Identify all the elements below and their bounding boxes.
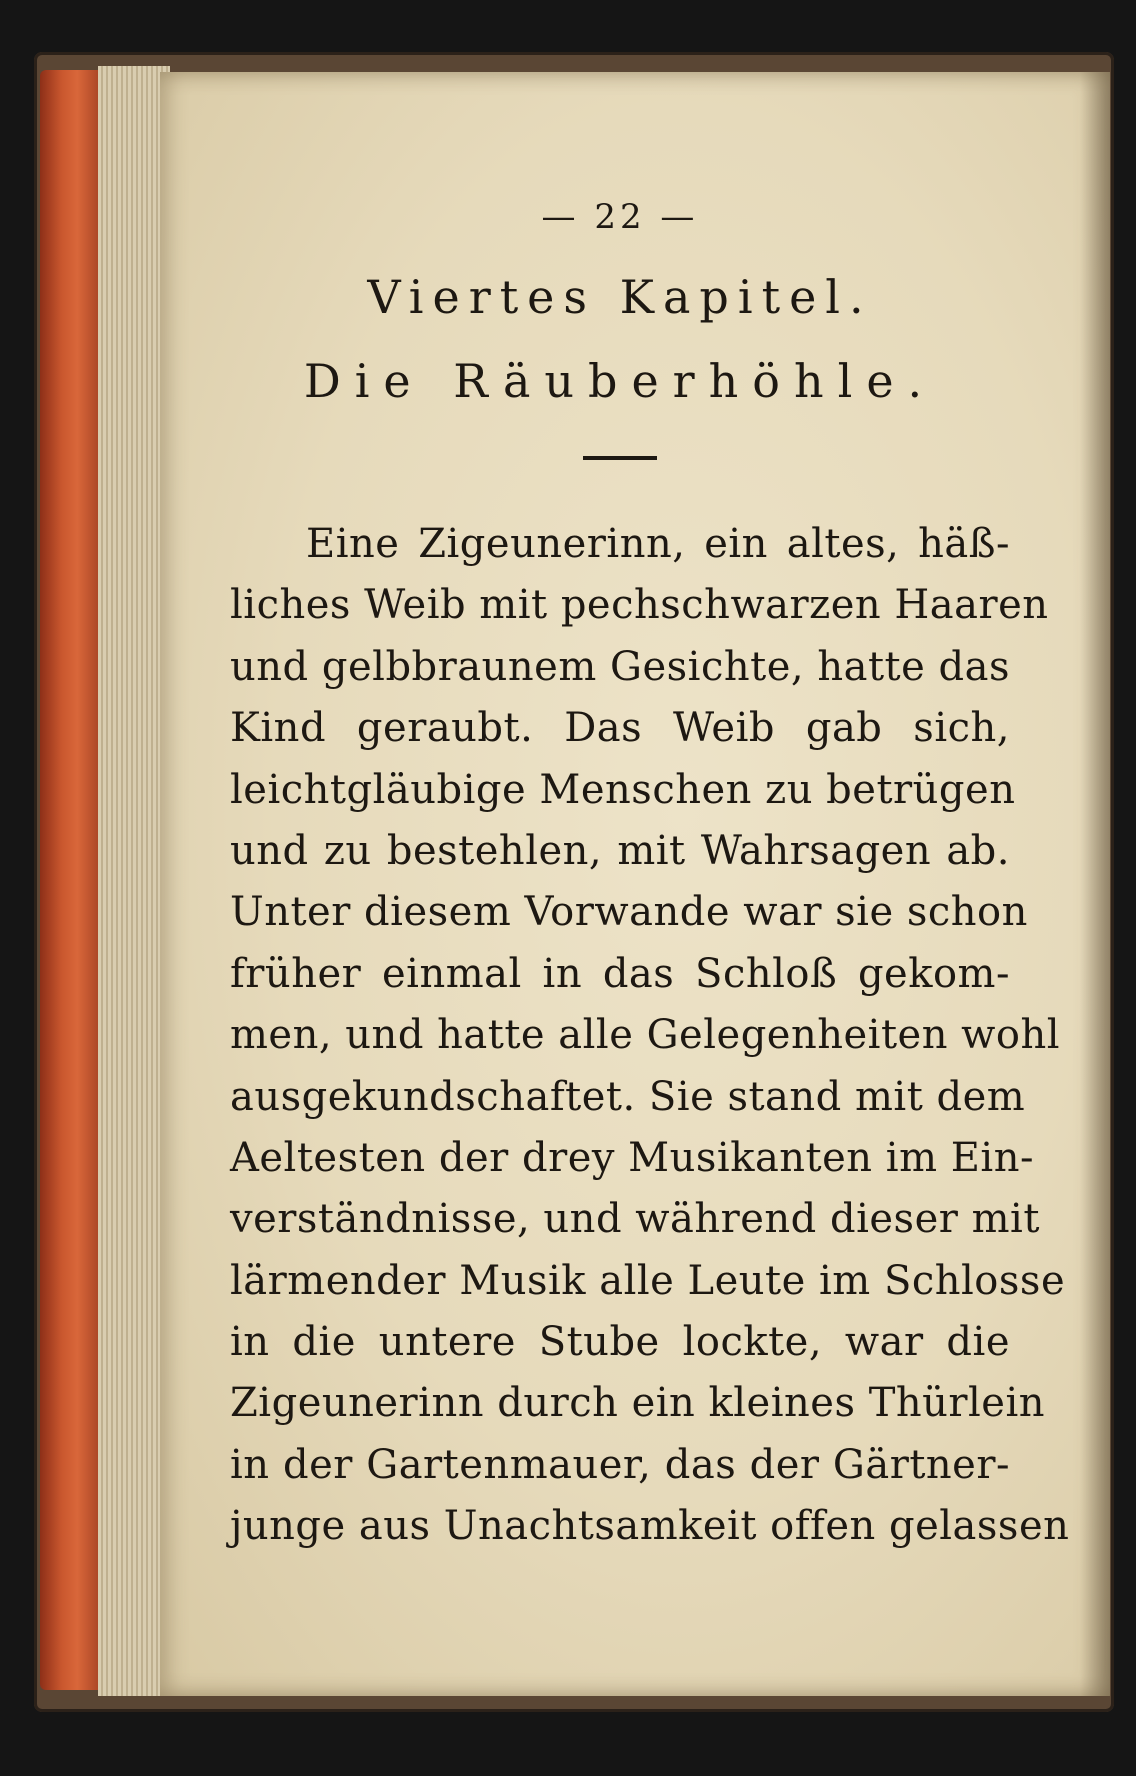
text-line: liches Weib mit pechschwarzen Haaren	[230, 582, 1049, 629]
book-page	[160, 72, 1110, 1696]
page-number: — 22 —	[541, 197, 699, 237]
text-line: in die untere Stube lockte, war die	[230, 1319, 1010, 1366]
text-line: junge aus Unachtsamkeit offen gelassen	[230, 1503, 1070, 1550]
text-line: leichtgläubige Menschen zu betrügen	[230, 766, 1016, 813]
book-spine-edge	[40, 70, 102, 1690]
page-gutter-shadow	[1080, 72, 1110, 1696]
chapter-subtitle: Die Räuberhöhle.	[303, 354, 937, 408]
text-line: Unter diesem Vorwande war sie schon	[230, 889, 1028, 936]
body-text	[230, 514, 1070, 1558]
text-line: und gelbbraunem Gesichte, hatte das	[230, 643, 1010, 690]
text-line: verständnisse, und während dieser mit	[230, 1196, 1040, 1243]
text-line: lärmender Musik alle Leute im Schlosse	[230, 1257, 1066, 1304]
text-line: früher einmal in das Schloß gekom-	[230, 950, 1010, 997]
section-divider	[583, 456, 657, 460]
text-line: in der Gartenmauer, das der Gärtner-	[230, 1441, 1010, 1488]
text-line: Eine Zigeunerinn, ein altes, häß-	[306, 521, 1010, 567]
text-line: Zigeunerinn durch ein kleines Thürlein	[230, 1380, 1046, 1427]
text-line: men, und hatte alle Gelegenheiten wohl	[230, 1012, 1061, 1059]
text-line: Aeltesten der drey Musikanten im Ein-	[230, 1134, 1034, 1181]
chapter-title: Viertes Kapitel.	[367, 270, 873, 324]
text-line: und zu bestehlen, mit Wahrsagen ab.	[230, 827, 1010, 874]
text-line: Kind geraubt. Das Weib gab sich,	[230, 705, 1010, 752]
text-line: ausgekundschaftet. Sie stand mit dem	[230, 1073, 1026, 1120]
page-content	[230, 192, 1070, 1558]
